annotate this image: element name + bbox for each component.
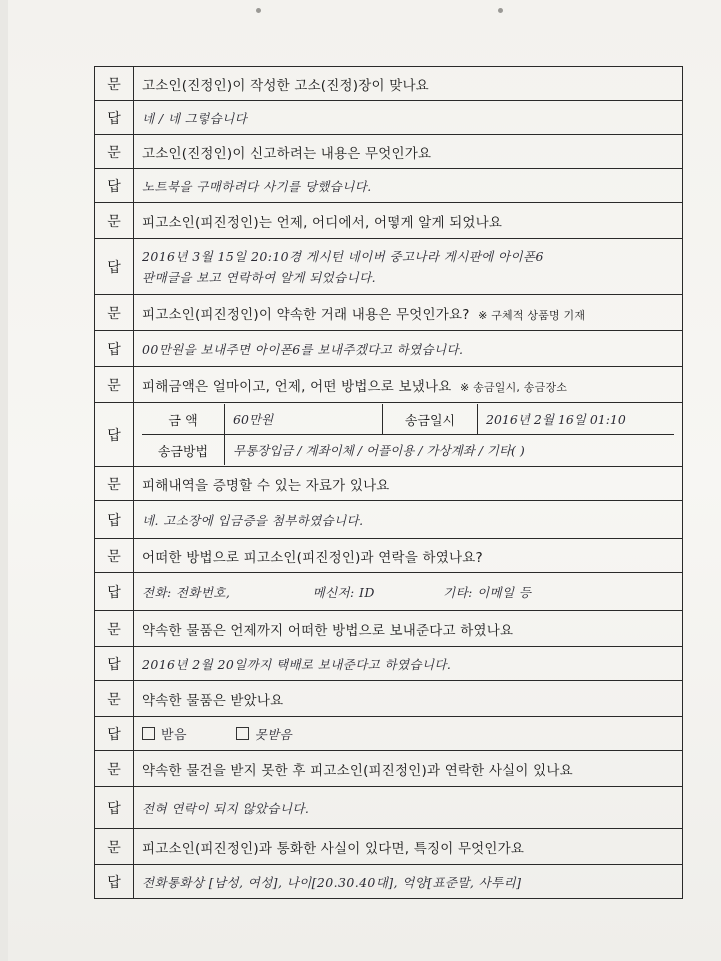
question-note: ※ 송금일시, 송금장소 bbox=[460, 380, 568, 394]
answer-text[interactable]: 전혀 연락이 되지 않았습니다. bbox=[134, 787, 683, 829]
not-received-option-label: 못받음 bbox=[254, 727, 293, 742]
received-option-label: 받음 bbox=[161, 728, 187, 743]
answer-phone: 전화: 전화번호, bbox=[142, 584, 231, 600]
answer-line-1: 2016년 3월 15일 20:10경 게시턴 네이버 중고나라 게시판에 아이폰6 bbox=[142, 249, 544, 264]
date-label: 송금일시 bbox=[383, 404, 478, 435]
answer-row bbox=[95, 647, 683, 681]
question-row bbox=[95, 367, 683, 403]
question-row bbox=[95, 135, 683, 169]
answer-label: 답 bbox=[95, 403, 134, 467]
answer-other: 기타: 이메일 등 bbox=[443, 584, 532, 600]
question-label: 문 bbox=[95, 367, 134, 403]
money-details-table bbox=[142, 404, 674, 465]
question-text bbox=[134, 367, 683, 403]
question-text: 약속한 물품은 받았나요 bbox=[134, 681, 683, 717]
question-text: 약속한 물품은 언제까지 어떠한 방법으로 보내준다고 하였나요 bbox=[134, 611, 683, 647]
question-text: 피고소인(피진정인)과 통화한 사실이 있다면, 특징이 무엇인가요 bbox=[134, 829, 683, 865]
question-label: 문 bbox=[95, 67, 134, 101]
not-received-checkbox[interactable] bbox=[236, 727, 249, 740]
question-label: 문 bbox=[95, 135, 134, 169]
question-row bbox=[95, 539, 683, 573]
question-main: 피고소인(피진정인)이 약속한 거래 내용은 무엇인가요? bbox=[142, 306, 470, 323]
question-row bbox=[95, 295, 683, 331]
answer-row bbox=[95, 717, 683, 751]
question-row bbox=[95, 67, 683, 101]
question-row bbox=[95, 203, 683, 239]
question-text: 고소인(진정인)이 신고하려는 내용은 무엇인가요 bbox=[134, 135, 683, 169]
question-text: 피고소인(피진정인)는 언제, 어디에서, 어떻게 알게 되었나요 bbox=[134, 203, 683, 239]
received-checkbox[interactable] bbox=[142, 727, 155, 740]
question-label: 문 bbox=[95, 467, 134, 501]
question-label: 문 bbox=[95, 751, 134, 787]
question-row bbox=[95, 751, 683, 787]
answer-row bbox=[95, 403, 683, 467]
answer-text[interactable]: 2016년 2월 20일까지 택배로 보내준다고 하였습니다. bbox=[134, 647, 683, 681]
method-label: 송금방법 bbox=[142, 435, 225, 466]
answer-label: 답 bbox=[95, 501, 134, 539]
answer-label: 답 bbox=[95, 101, 134, 135]
money-details-cell bbox=[134, 403, 683, 467]
answer-text[interactable]: 네 / 네 그렇습니다 bbox=[134, 101, 683, 135]
question-label: 문 bbox=[95, 829, 134, 865]
question-row bbox=[95, 829, 683, 865]
answer-text[interactable] bbox=[134, 239, 683, 295]
punch-hole bbox=[498, 8, 503, 13]
answer-row bbox=[95, 865, 683, 899]
answer-label: 답 bbox=[95, 239, 134, 295]
punch-hole bbox=[256, 8, 261, 13]
amount-value[interactable]: 60만원 bbox=[225, 404, 383, 435]
question-row bbox=[95, 467, 683, 501]
question-label: 문 bbox=[95, 295, 134, 331]
question-text: 어떠한 방법으로 피고소인(피진정인)과 연락을 하였나요? bbox=[134, 539, 683, 573]
question-text: 고소인(진정인)이 작성한 고소(진정)장이 맞나요 bbox=[134, 67, 683, 101]
answer-row bbox=[95, 573, 683, 611]
method-value[interactable]: 무통장입금 / 계좌이체 / 어플이용 / 가상계좌 / 기타( ) bbox=[225, 435, 675, 466]
answer-label: 답 bbox=[95, 647, 134, 681]
date-value[interactable]: 2016년 2월 16일 01:10 bbox=[478, 404, 675, 435]
answer-text[interactable]: 네. 고소장에 입금증을 첨부하였습니다. bbox=[134, 501, 683, 539]
answer-text[interactable]: 00만원을 보내주면 아이폰6를 보내주겠다고 하였습니다. bbox=[134, 331, 683, 367]
question-text: 피해내역을 증명할 수 있는 자료가 있나요 bbox=[134, 467, 683, 501]
answer-label: 답 bbox=[95, 573, 134, 611]
qa-form-table bbox=[94, 66, 683, 899]
question-label: 문 bbox=[95, 539, 134, 573]
answer-row bbox=[95, 239, 683, 295]
answer-row bbox=[95, 331, 683, 367]
answer-text[interactable]: 노트북을 구매하려다 사기를 당했습니다. bbox=[134, 169, 683, 203]
answer-label: 답 bbox=[95, 787, 134, 829]
question-text bbox=[134, 295, 683, 331]
question-note: ※ 구체적 상품명 기재 bbox=[478, 308, 586, 322]
answer-text[interactable] bbox=[134, 573, 683, 611]
answer-row bbox=[95, 501, 683, 539]
question-main: 피해금액은 얼마이고, 언제, 어떤 방법으로 보냈나요 bbox=[142, 378, 452, 395]
answer-label: 답 bbox=[95, 865, 134, 899]
answer-row bbox=[95, 169, 683, 203]
question-label: 문 bbox=[95, 681, 134, 717]
answer-text[interactable]: 전화통화상 [남성, 여성], 나이[20.30.40대], 억양[표준말, 사투리] bbox=[134, 865, 683, 899]
question-text: 약속한 물건을 받지 못한 후 피고소인(피진정인)과 연락한 사실이 있나요 bbox=[134, 751, 683, 787]
answer-label: 답 bbox=[95, 717, 134, 751]
answer-options bbox=[134, 717, 683, 751]
amount-label: 금 액 bbox=[142, 404, 225, 435]
answer-messenger: 메신저: ID bbox=[312, 584, 375, 600]
question-row bbox=[95, 611, 683, 647]
answer-line-2: 판매글을 보고 연락하여 알게 되었습니다. bbox=[142, 270, 376, 285]
question-row bbox=[95, 681, 683, 717]
answer-label: 답 bbox=[95, 169, 134, 203]
answer-label: 답 bbox=[95, 331, 134, 367]
answer-row bbox=[95, 101, 683, 135]
question-label: 문 bbox=[95, 611, 134, 647]
answer-row bbox=[95, 787, 683, 829]
question-label: 문 bbox=[95, 203, 134, 239]
